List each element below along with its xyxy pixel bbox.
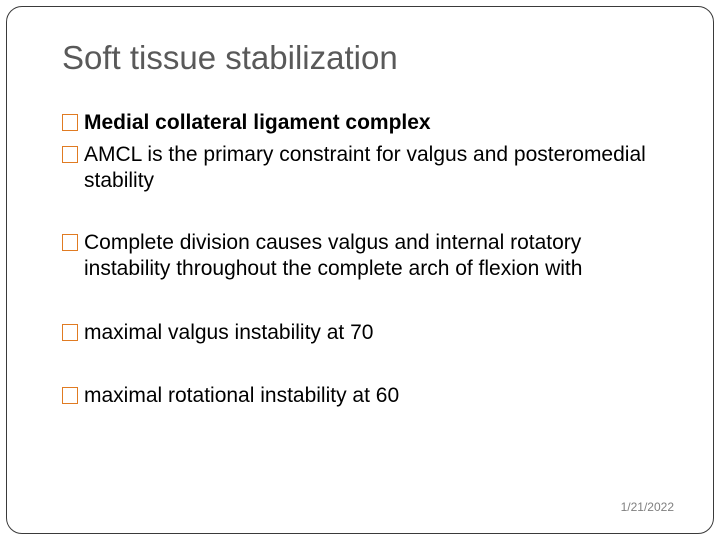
checkbox-square-icon bbox=[62, 324, 78, 341]
bullet-text: Complete division causes valgus and internal rotatory instability throughout the complete arch of flexion with bbox=[84, 231, 583, 280]
bullet-item bbox=[62, 320, 672, 346]
bullet-text: maximal valgus instability at 70 bbox=[84, 321, 374, 344]
slide-date: 1/21/2022 bbox=[620, 500, 674, 514]
bullet-text: Medial collateral ligament complex bbox=[84, 111, 431, 134]
slide-title: Soft tissue stabilization bbox=[62, 39, 398, 76]
bullet-item bbox=[62, 110, 672, 136]
bullet-text: AMCL is the primary constraint for valgus and posteromedial stability bbox=[84, 143, 646, 192]
bullet-text: maximal rotational instability at 60 bbox=[84, 384, 400, 407]
checkbox-square-icon bbox=[62, 387, 78, 404]
checkbox-square-icon bbox=[62, 234, 78, 251]
bullet-item bbox=[62, 230, 672, 282]
bullet-item bbox=[62, 142, 672, 194]
bullet-item bbox=[62, 383, 672, 409]
checkbox-square-icon bbox=[62, 114, 78, 131]
checkbox-square-icon bbox=[62, 146, 78, 163]
